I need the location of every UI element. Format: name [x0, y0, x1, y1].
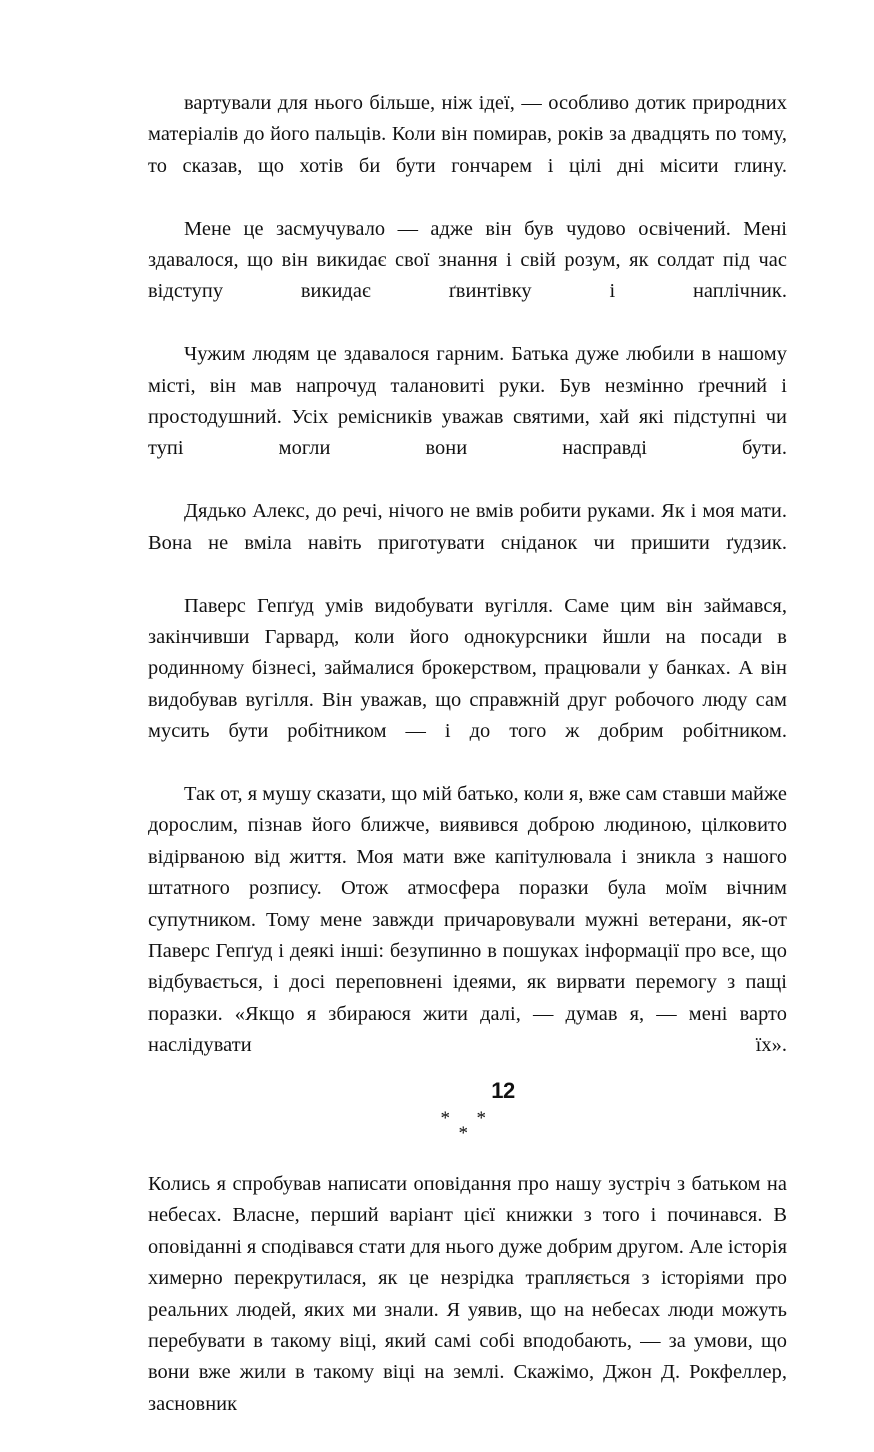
asterisk-icon: *: [476, 1108, 486, 1129]
paragraph: Чужим людям це здавалося гарним. Батька дуже любили в нашому місті, він мав напрочуд талановиті руки. Був незмінно ґречний і простодушний. Усіх ремісників уважав святими, хай які підступні чи тупі могли вони насправді бути.: [148, 343, 787, 460]
paragraph: вартували для нього більше, ніж ідеї, — особливо дотик природних матеріалів до його пальців. Коли він помирав, років за двадцять по тому, то сказав, що хотів би бути гончарем і цілі дні місити глину.: [148, 92, 787, 177]
paragraph: Мене це засмучувало — адже він був чудово освічений. Мені здавалося, що він викидає свої знання і свій розум, як солдат під час відступу викидає ґвинтівку і наплічник.: [148, 217, 787, 303]
spacer: [148, 1155, 787, 1169]
paragraph: Колись я спробував написати оповідання про нашу зустріч з батьком на небесах. Власне, перший варіант цієї книжки з того і починався. В оповіданні я сподівався стати для нього дуже добрим другом. Але історія химерно перекрутилася, як це незрідка трапляється з історіями про реальних людей, яких ми знали. Я уявив, що на небесах люди можуть перебувати в такому віці, який самі собі вподобають, — за умови, що вони вже жили в такому віці на землі. Скажімо, Джон Д. Рокфеллер, засновник: [148, 1173, 787, 1415]
page-text-body: [148, 88, 787, 1452]
page-number: 12: [491, 1078, 515, 1103]
asterisk-icon: *: [440, 1108, 450, 1129]
paragraph: Так от, я мушу сказати, що мій батько, коли я, вже сам ставши майже дорослим, пізнав його ближче, виявився доброю людиною, цілковито відірваною від життя. Моя мати вже капітулювала і зникла з нашого штатного розпису. Отож атмосфера поразки була моїм вічним супутником. Тому мене завжди причаровували мужні ветерани, як-от Паверс Гепґуд і деякі інші: безупинно в пошуках інформації про все, що відбувається, і досі переповнені ідеями, як вирвати перемогу з пащі поразки. «Якщо я збираюся жити далі, — думав я, — мені варто наслідувати їх».: [148, 782, 787, 1057]
asterisk-cluster: [433, 1109, 503, 1151]
asterisk-icon: *: [458, 1123, 468, 1144]
paragraph: Паверс Гепґуд умів видобувати вугілля. Саме цим він займався, закінчивши Гарвард, коли його однокурсники йшли на посади в родинному бізнесі, займалися брокерством, працювали у банках. А він видобував вугілля. Він уважав, що справжній друг робочого люду сам мусить бути робітником — і до того ж добрим робітником.: [148, 594, 787, 743]
paragraph: Дядько Алекс, до речі, нічого не вмів робити руками. Як і моя мати. Вона не вміла навіть приготувати сніданок чи пришити ґудзик.: [148, 500, 787, 554]
